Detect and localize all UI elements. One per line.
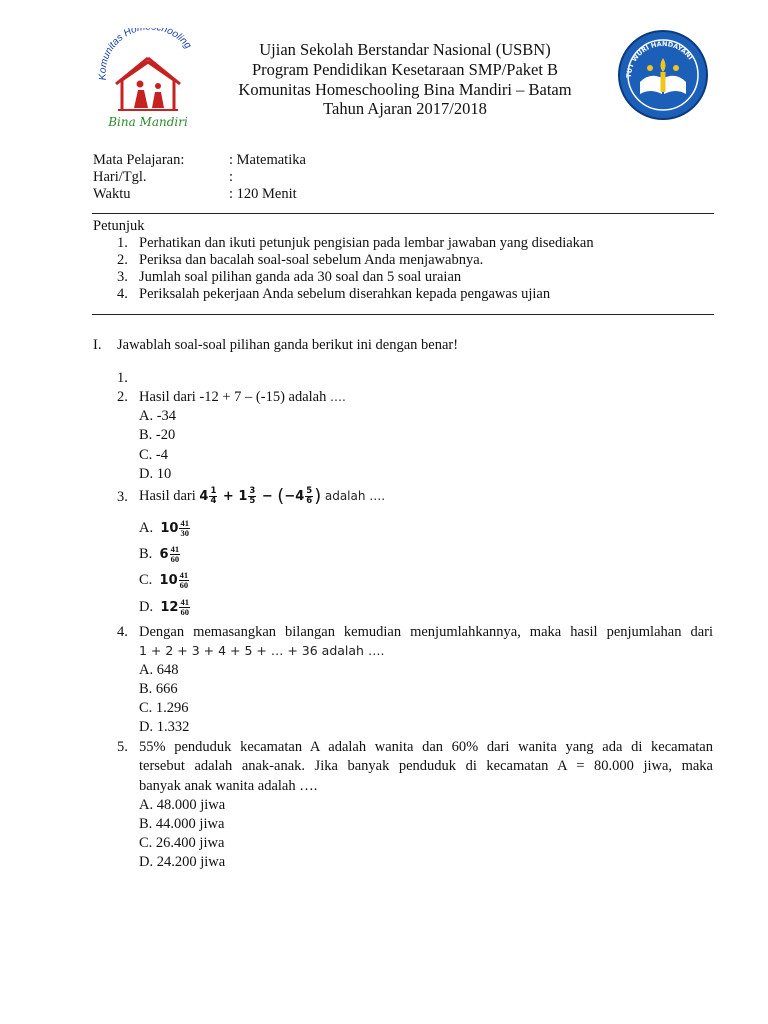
question-2-option-c: C. -4 [139, 447, 168, 463]
tut-wuri-handayani-logo [616, 28, 710, 122]
expr-term1-den: 4 [210, 496, 217, 506]
question-5-line-2: tersebut adalah anak-anak. Jika banyak penduduk di kecamatan A = 80.000 jiwa, maka [139, 758, 713, 774]
expr-term3-fraction [305, 487, 313, 506]
instructions-title: Petunjuk [93, 218, 145, 234]
question-2-option-a: A. -34 [139, 408, 177, 424]
header-line-4: Tahun Ajaran 2017/2018 [323, 99, 487, 118]
instruction-item-1: Perhatikan dan ikuti petunjuk pengisian pada lembar jawaban yang disediakan [139, 235, 594, 251]
question-3-option-b [139, 541, 181, 568]
option-num: 41 [179, 570, 189, 581]
option-label: B. [139, 546, 153, 562]
option-num: 41 [180, 597, 189, 608]
question-5-option-b: B. 44.000 jiwa [139, 816, 225, 832]
option-den: 30 [180, 528, 189, 539]
option-label: A. [139, 520, 154, 536]
question-5-option-a: A. 48.000 jiwa [139, 797, 226, 813]
question-2-text [139, 388, 346, 406]
option-fraction [179, 571, 190, 590]
expr-term3-den: 6 [306, 496, 313, 506]
house-family-icon [92, 28, 204, 132]
question-2-option-d: D. 10 [139, 466, 172, 482]
section-title: Jawablah soal-soal pilihan ganda berikut ini dengan benar! [117, 337, 459, 353]
question-3-option-c [139, 567, 190, 594]
question-4-line-1: Dengan memasangkan bilangan kemudian menjumlahkannya, maka hasil penjumlahan dari [139, 624, 713, 640]
expr-term1-num: 1 [210, 486, 217, 496]
homeschooling-logo [92, 28, 204, 132]
expr-term2-num: 3 [249, 486, 256, 496]
time-label: Waktu [93, 186, 131, 202]
instruction-item-4: Periksalah pekerjaan Anda sebelum diserahkan kepada pengawas ujian [139, 286, 551, 302]
header-line-2: Program Pendidikan Kesetaraan SMP/Paket B [251, 60, 559, 79]
option-whole: 10 [160, 521, 179, 536]
instruction-num-4: 4. [117, 286, 128, 302]
logo-sub-text: Bina Mandiri [108, 115, 188, 129]
instruction-item-2: Periksa dan bacalah soal-soal sebelum Anda menjawabnya. [139, 252, 484, 268]
option-den: 60 [179, 580, 189, 591]
header-line-3: Komunitas Homeschooling Bina Mandiri – Batam [238, 80, 572, 99]
expr-plus: + [222, 489, 234, 504]
option-fraction [170, 545, 181, 564]
expr-term2-fraction [248, 487, 256, 506]
expr-close-paren: ) [314, 485, 322, 507]
question-2-number: 2. [117, 389, 128, 405]
expr-minus: − [261, 489, 273, 504]
question-3-expression [199, 485, 322, 507]
question-3-prefix: Hasil dari [139, 488, 196, 504]
logo-arc-text: Komunitas Ho hooling [97, 28, 194, 81]
option-whole: 6 [159, 547, 169, 562]
question-3-text [139, 483, 385, 510]
instruction-item-3: Jumlah soal pilihan ganda ada 30 soal dan 5 soal uraian [139, 269, 462, 285]
option-label: C. [139, 572, 153, 588]
expr-term2-den: 5 [249, 496, 256, 506]
subject-label: Mata Pelajaran: [93, 152, 185, 168]
subject-value: : Matematika [229, 152, 306, 168]
option-whole: 10 [159, 573, 178, 588]
question-4-option-d: D. 1.332 [139, 719, 190, 735]
expr-term1-fraction [209, 487, 217, 506]
svg-text:Komunitas Homeschooling [97, 28, 193, 81]
question-3-suffix: adalah …. [324, 489, 386, 503]
question-5-line-3: banyak anak wanita adalah …. [139, 778, 318, 794]
question-4-option-b: B. 666 [139, 681, 178, 697]
time-value: : 120 Menit [229, 186, 297, 202]
question-2-dots: …. [329, 390, 346, 404]
option-den: 60 [170, 554, 180, 565]
question-4-option-c: C. 1.296 [139, 700, 189, 716]
header-line-1: Ujian Sekolah Berstandar Nasional (USBN) [259, 40, 551, 59]
option-label: D. [139, 599, 154, 615]
instruction-num-2: 2. [117, 252, 128, 268]
expr-term1-whole: 4 [199, 489, 209, 504]
expr-term3-num: 5 [306, 486, 313, 496]
section-numeral: I. [93, 337, 102, 353]
question-1-number: 1. [117, 370, 128, 386]
option-whole: 12 [160, 600, 179, 615]
option-fraction [179, 519, 190, 538]
question-3-number: 3. [117, 489, 128, 505]
date-label: Hari/Tgl. [93, 169, 147, 185]
question-4-option-a: A. 648 [139, 662, 179, 678]
option-num: 41 [180, 518, 189, 529]
question-2-option-b: B. -20 [139, 427, 176, 443]
date-value: : [229, 169, 234, 185]
question-3-option-a [139, 515, 191, 542]
expr-open-paren: ( [277, 485, 285, 507]
emblem-ring-text: TUT WURI HANDAYANI [624, 39, 695, 79]
option-den: 60 [180, 607, 189, 618]
question-2-stem: Hasil dari -12 + 7 – (-15) adalah [139, 389, 327, 405]
question-5-option-c: C. 26.400 jiwa [139, 835, 225, 851]
emblem-icon [616, 28, 710, 122]
question-5-number: 5. [117, 739, 128, 755]
divider-top [92, 213, 714, 214]
expr-term3-whole: −4 [284, 489, 305, 504]
instruction-num-1: 1. [117, 235, 128, 251]
question-5-line-1: 55% penduduk kecamatan A adalah wanita dan 60% dari wanita yang ada di kecamatan [139, 739, 713, 755]
divider-bottom [92, 314, 714, 315]
question-4-line-2: 1 + 2 + 3 + 4 + 5 + … + 36 adalah …. [139, 643, 385, 658]
expr-term2-whole: 1 [238, 489, 248, 504]
option-fraction [179, 598, 190, 617]
question-5-option-d: D. 24.200 jiwa [139, 854, 226, 870]
option-num: 41 [170, 544, 180, 555]
question-4-number: 4. [117, 624, 128, 640]
instruction-num-3: 3. [117, 269, 128, 285]
question-3-option-d [139, 594, 191, 621]
